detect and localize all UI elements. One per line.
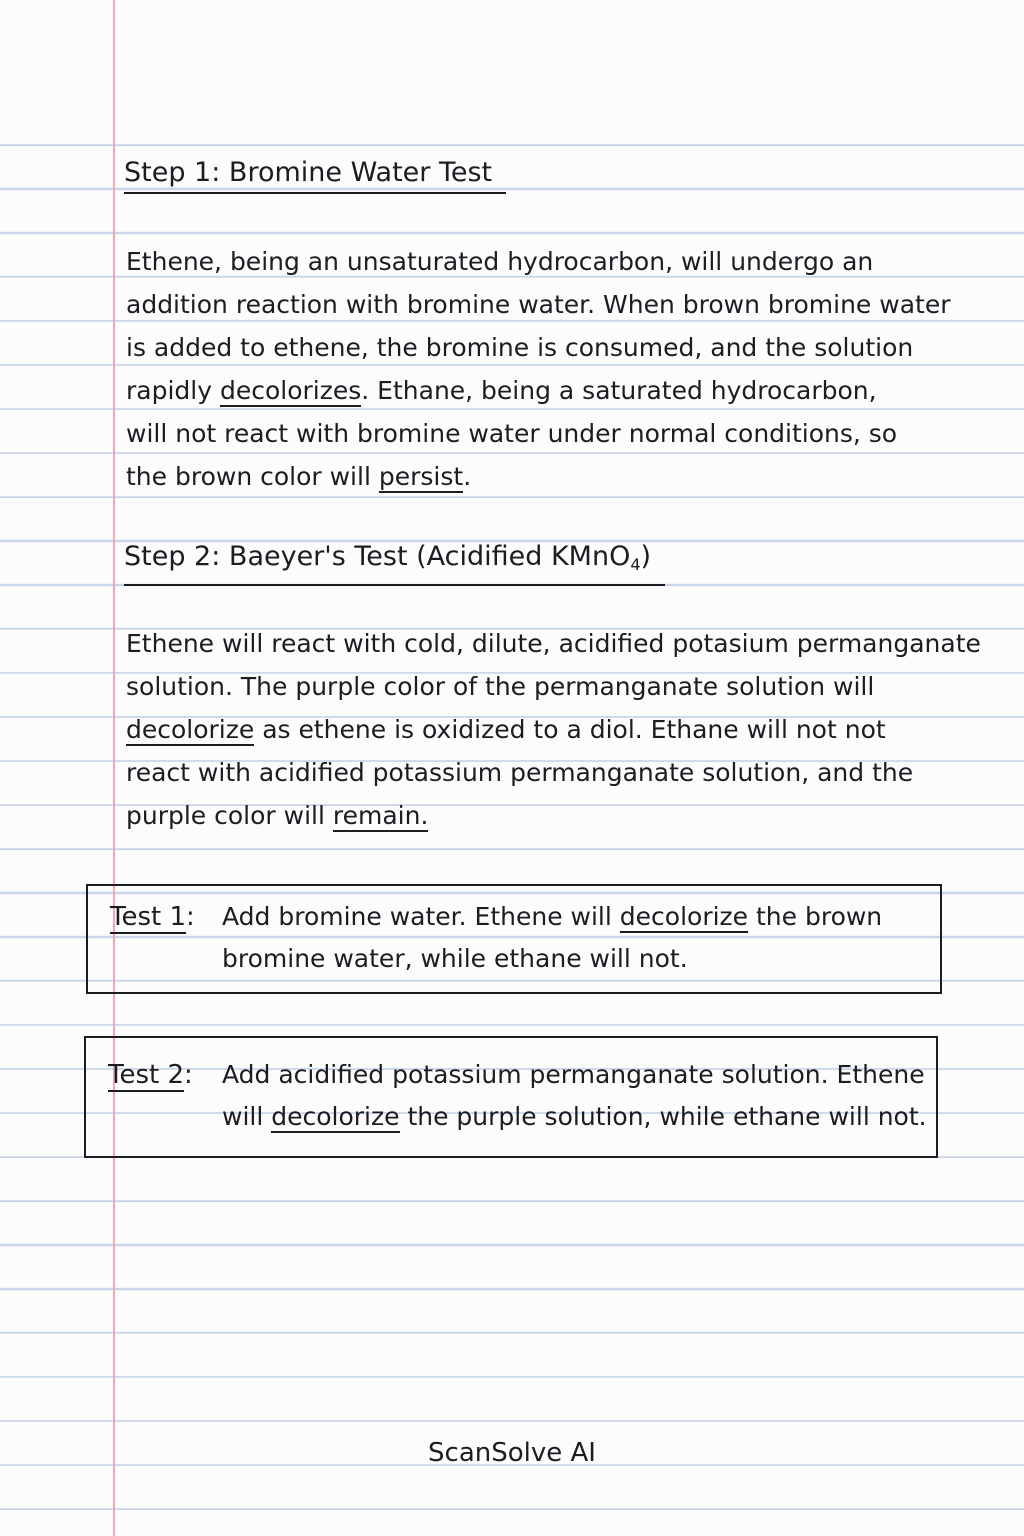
test2-line2 xyxy=(222,1096,927,1138)
text: Ethene, being an unsaturated hydrocarbon, will undergo an xyxy=(126,247,874,276)
test1-box xyxy=(86,884,942,994)
underlined-word: decolorize xyxy=(126,715,255,744)
step1-heading: Step 1: Bromine Water Test xyxy=(124,156,506,194)
step1-line xyxy=(126,455,966,498)
step2-paragraph xyxy=(126,622,981,837)
text: Test 2 xyxy=(108,1060,185,1090)
step2-line xyxy=(126,751,966,794)
text: will xyxy=(222,1102,272,1131)
step1-line xyxy=(126,412,966,455)
underlined-word: decolorizes xyxy=(219,376,362,405)
text: is added to ethene, the bromine is consumed, and the solution xyxy=(126,333,914,362)
test2-line1: Add acidified potassium permanganate solution. Ethene xyxy=(222,1060,925,1089)
underlined-word: remain. xyxy=(332,801,429,830)
underlined-word: persist xyxy=(378,462,464,491)
step2-line xyxy=(126,665,966,708)
test1-label xyxy=(110,900,195,934)
text: Ethene will react with cold, dilute, acidified potasium permanganate xyxy=(126,629,981,658)
text: the brown xyxy=(748,902,883,931)
text: react with acidified potassium permanganate solution, and the xyxy=(126,758,914,787)
text: : xyxy=(184,1060,193,1090)
footer-brand: ScanSolve AI xyxy=(428,1438,596,1468)
step2-line xyxy=(126,622,981,665)
text: Step 2: Baeyer's Test (Acidified KMnO xyxy=(124,541,631,572)
text: the purple solution, while ethane will not. xyxy=(399,1102,927,1131)
text: Test 1 xyxy=(110,902,187,932)
text: ) xyxy=(640,541,652,572)
text: Add bromine water. Ethene will xyxy=(222,902,620,931)
step1-line xyxy=(126,240,966,283)
text: . xyxy=(463,462,472,491)
underlined-word: decolorize xyxy=(619,902,749,931)
text: will not react with bromine water under normal conditions, so xyxy=(126,419,898,448)
step2-line xyxy=(126,794,966,837)
test2-box xyxy=(84,1036,938,1158)
step2-line xyxy=(126,708,966,751)
test2-label xyxy=(108,1058,193,1092)
text: as ethene is oxidized to a diol. Ethane will not not xyxy=(254,715,886,744)
step1-line xyxy=(126,283,966,326)
test1-line1 xyxy=(222,896,882,938)
subscript: 4 xyxy=(630,555,641,574)
underlined-word: decolorize xyxy=(271,1102,400,1131)
text: rapidly xyxy=(126,376,220,405)
margin-line xyxy=(113,0,115,1536)
text: the brown color will xyxy=(126,462,379,491)
text: solution. The purple color of the permanganate solution will xyxy=(126,672,875,701)
test1-line2: bromine water, while ethane will not. xyxy=(222,944,688,973)
text: purple color will xyxy=(126,801,333,830)
step1-paragraph xyxy=(126,240,966,498)
text: : xyxy=(186,902,195,932)
step1-line xyxy=(126,326,966,369)
step2-heading xyxy=(124,540,665,586)
step1-line xyxy=(126,369,966,412)
text: . Ethane, being a saturated hydrocarbon, xyxy=(361,376,877,405)
text: addition reaction with bromine water. When brown bromine water xyxy=(126,290,951,319)
